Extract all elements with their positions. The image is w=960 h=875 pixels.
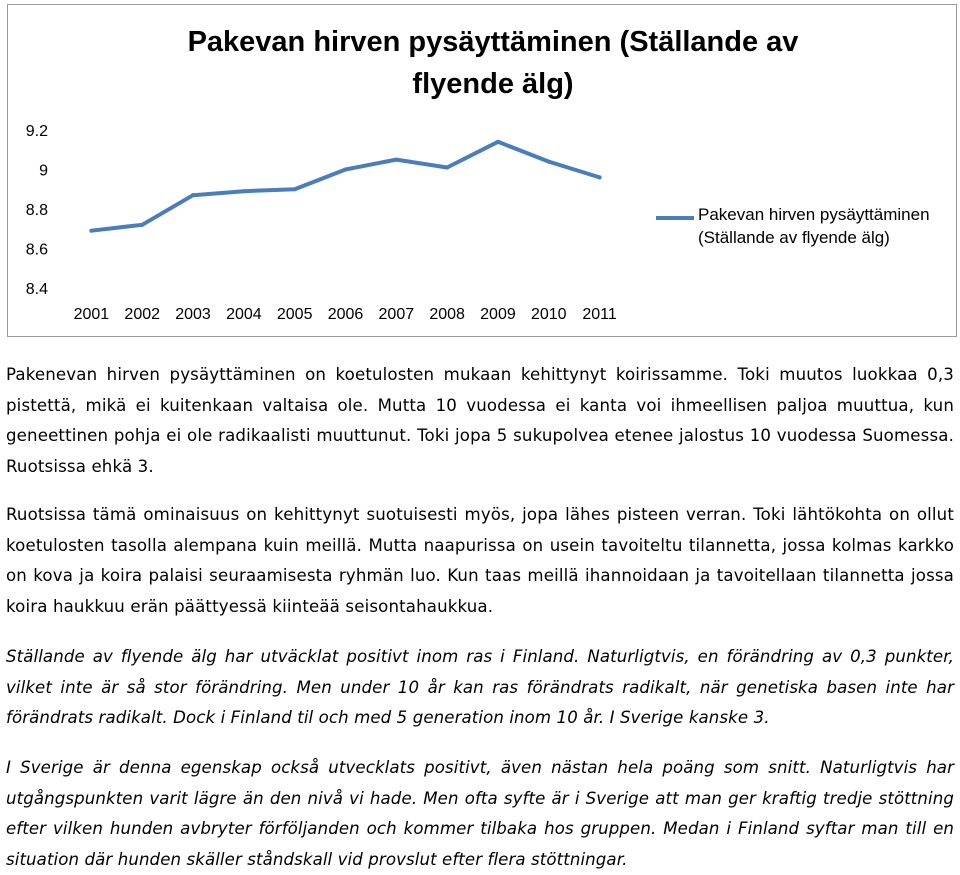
y-tick-label: 8.4 <box>25 281 48 298</box>
x-tick-label: 2007 <box>378 306 415 323</box>
legend-label-line-1: Pakevan hirven pysäyttäminen <box>698 205 930 224</box>
data-point <box>140 223 144 227</box>
line-chart <box>8 5 958 338</box>
x-tick-label: 2004 <box>226 306 262 323</box>
data-point <box>445 166 449 170</box>
data-point <box>89 229 93 233</box>
data-point <box>496 140 500 144</box>
y-tick-label: 9 <box>39 162 48 180</box>
x-tick-label: 2006 <box>327 306 364 323</box>
y-tick-label: 8.6 <box>25 241 48 259</box>
data-point <box>191 193 195 197</box>
data-point <box>547 160 551 164</box>
series-line <box>91 142 599 231</box>
y-tick-label: 9.2 <box>25 123 48 140</box>
paragraph-finnish-2: Ruotsissa tämä ominaisuus on kehittynyt suotuisesti myös, jopa lähes pisteen verran. Toki lähtökohta on ollut koetulosten tasolla alempana kuin meillä. Mutta naapurissa on usein tavoiteltu tilannetta, jossa kolmas karkko on kova ja koira palaisi seuraamisesta ryhmän luo. Kun taas meillä ihannoidaan ja tavoitellaan tilannetta jossa koira haukkuu erän päättyessä kiinteää seisontahaukkua. <box>6 505 954 616</box>
legend-swatch <box>656 216 694 220</box>
data-point <box>293 187 297 191</box>
y-tick-label: 8.8 <box>25 202 48 219</box>
data-point <box>242 189 246 193</box>
x-tick-label: 2008 <box>429 306 465 323</box>
paragraph-swedish-2: I Sverige är denna egenskap också utvecklats positivt, även nästan hela poäng som snitt. Naturligtvis har utgångspunkten varit lägre än den nivå vi hade. Men ofta syfte är i Sverige att man ger kraftig tredje stöttning efter vilken hunden avbryter förföljanden och kommer tilbaka hos gruppen. Medan i Finland syftar man till en situation där hunden skäller ståndskall vid provslut efter flera stöttningar. <box>6 758 954 869</box>
x-tick-label: 2003 <box>175 306 211 323</box>
paragraph-finnish-1: Pakenevan hirven pysäyttäminen on koetulosten mukaan kehittynyt koirissamme. Toki muutos luokkaa 0,3 pistettä, mikä ei kuitenkaan valtaisa ole. Mutta 10 vuodessa ei kanta voi ihmeellisen paljoa muuttua, kun geneettinen pohja ei ole radikaalisti muuttunut. Toki jopa 5 sukupolvea etenee jalostus 10 vuodessa Suomessa. Ruotsissa ehkä 3. <box>6 365 954 476</box>
x-tick-label: 2011 <box>582 306 617 323</box>
x-tick-label: 2005 <box>276 306 313 323</box>
x-tick-label: 2001 <box>73 306 110 323</box>
x-tick-label: 2002 <box>124 306 161 323</box>
data-point <box>598 175 602 179</box>
chart-frame <box>7 4 957 337</box>
legend-label <box>698 203 930 249</box>
paragraph-swedish-1: Ställande av flyende älg har utväcklat positivt inom ras i Finland. Naturligtvis, en förändring av 0,3 punkter, vilket inte är så stor förändring. Men under 10 år kan ras förändrats radikalt, när genetiska basen inte har förändrats radikalt. Dock i Finland til och med 5 generation inom 10 år. I Sverige kanske 3. <box>6 647 954 727</box>
x-tick-label: 2010 <box>530 306 567 323</box>
x-tick-label: 2009 <box>480 306 516 323</box>
data-point <box>394 158 398 162</box>
legend-label-line-2: (Ställande av flyende älg) <box>698 228 890 247</box>
chart-title: Pakevan hirven pysäyttäminen (Ställande av flyende älg) <box>187 26 799 100</box>
data-point <box>344 168 348 172</box>
